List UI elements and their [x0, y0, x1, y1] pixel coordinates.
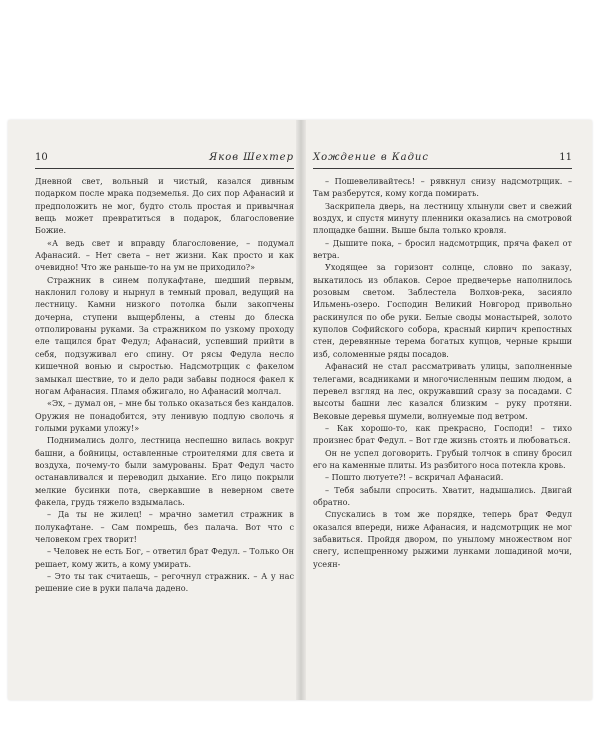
paragraph: Уходящее за горизонт солнце, словно по заказу, выкатилось из облаков. Серое предвечерье наполнилось розовым светом. Заблестела Волхов-река, засияло Ильмень-озеро. Господин Великий Новгород привольно раскинулся по обе руки. Белые своды монастырей, золото куполов Софийского собора, красный кирпич крепостных стен, деревянные терема богатых купцов, черные крыши изб, соломенные ряды посадов.	[313, 262, 572, 359]
left-page-text	[35, 175, 294, 595]
right-page-header	[313, 150, 572, 169]
paragraph: Стражник в синем полукафтане, шедший первым, наклонил голову и нырнул в темный провал, ведущий на лестницу. Камни низкого потолка были закопчены дочерна, ступени выщерблены, а стены до блеска отполированы руками. За стражником по узкому проходу еле тащился брат Федул; Афанасий, успевший прийти в себя, подзуживал его спину. От рясы Федула несло кишечной вонью и сыростью. Надсмотрщик с факелом замыкал шествие, то и дело ради забавы поднося факел к ногам Афанасия. Пламя обжигало, но Афанасий молчал.	[35, 274, 294, 396]
paragraph: – Это ты так считаешь, – регочнул стражник. – А у нас решение сие в руки палача дадено.	[35, 571, 294, 594]
paragraph: – Как хорошо-то, как прекрасно, Господи! – тихо произнес брат Федул. – Вот где жизнь стоять и любоваться.	[313, 422, 572, 446]
paragraph: Поднимались долго, лестница неспешно вилась вокруг башни, а бойницы, оставленные строителями для света и воздуха, почему-то были замурованы. Брат Федул часто останавливался и переводил дыхание. Его лицо покрыли мелкие бусинки пота, сверкавшие в неверном свете факела, грудь тяжело вздымалась.	[35, 435, 294, 507]
right-running-head: Хождение в Кадис	[313, 152, 429, 163]
left-running-head: Яков Шехтер	[209, 152, 294, 163]
right-page	[313, 150, 572, 570]
paragraph: Заскрипела дверь, на лестницу хлынули свет и свежий воздух, и спустя минуту пленники оказались на смотровой площадке башни. Выше была только кровля.	[313, 200, 572, 236]
paragraph: Он не успел договорить. Грубый толчок в спину бросил его на каменные плиты. Из разбитого носа потекла кровь.	[313, 447, 572, 470]
paragraph: Спускались в том же порядке, теперь брат Федул оказался впереди, ниже Афанасия, и надсмотрщик не мог забавиться. Пройдя двором, по унылому множеством ног снегу, испещренному рыжими лунками лошадиной мочи, усеян-	[313, 509, 572, 569]
right-page-text	[313, 175, 572, 570]
paragraph: «А ведь свет и вправду благословение, – подумал Афанасий. – Нет света – нет жизни. Как просто и как очевидно! Что же раньше-то на ум не приходило?»	[35, 237, 294, 273]
paragraph: – Тебя забыли спросить. Хватит, надышались. Двигай обратно.	[313, 484, 572, 507]
left-page-header	[35, 150, 294, 169]
paragraph: – Да ты не жилец! – мрачно заметил стражник в полукафтане. – Сам помрешь, без палача. Вот что с человеком грех творит!	[35, 509, 294, 544]
paragraph: Афанасий не стал рассматривать улицы, заполненные телегами, всадниками и многочисленным пешим людом, а перевел взгляд на лес, окружавший сразу за посадами. С высоты башни лес казался близким – руку протяни. Вековые деревья шумели, волнуемые под ветром.	[313, 361, 572, 421]
paragraph: – Дышите пока, – бросил надсмотрщик, пряча факел от ветра.	[313, 237, 572, 261]
paragraph: – Человек не есть Бог, – ответил брат Федул. – Только Он решает, кому жить, а кому умирать.	[35, 546, 294, 569]
left-page	[35, 150, 294, 595]
book-gutter	[296, 120, 306, 700]
left-page-number: 10	[35, 152, 48, 163]
paragraph: – Пошевеливайтесь! – рявкнул снизу надсмотрщик. – Там разберутся, кому когда помирать.	[313, 176, 572, 199]
right-page-number: 11	[559, 152, 572, 163]
paragraph: Дневной свет, вольный и чистый, казался дивным подарком после мрака подземелья. До сих пор Афанасий и предположить не мог, будто столь простая и привычная вещь может превратиться в подарок, благословение Божие.	[35, 176, 294, 236]
paragraph: «Эх, – думал он, – мне бы только оказаться без кандалов. Оружия не понадобится, эту ленивую подлую сволочь я голыми руками уложу!»	[35, 398, 294, 433]
paragraph: – Пошто лютуете?! – вскричал Афанасий.	[325, 472, 504, 483]
